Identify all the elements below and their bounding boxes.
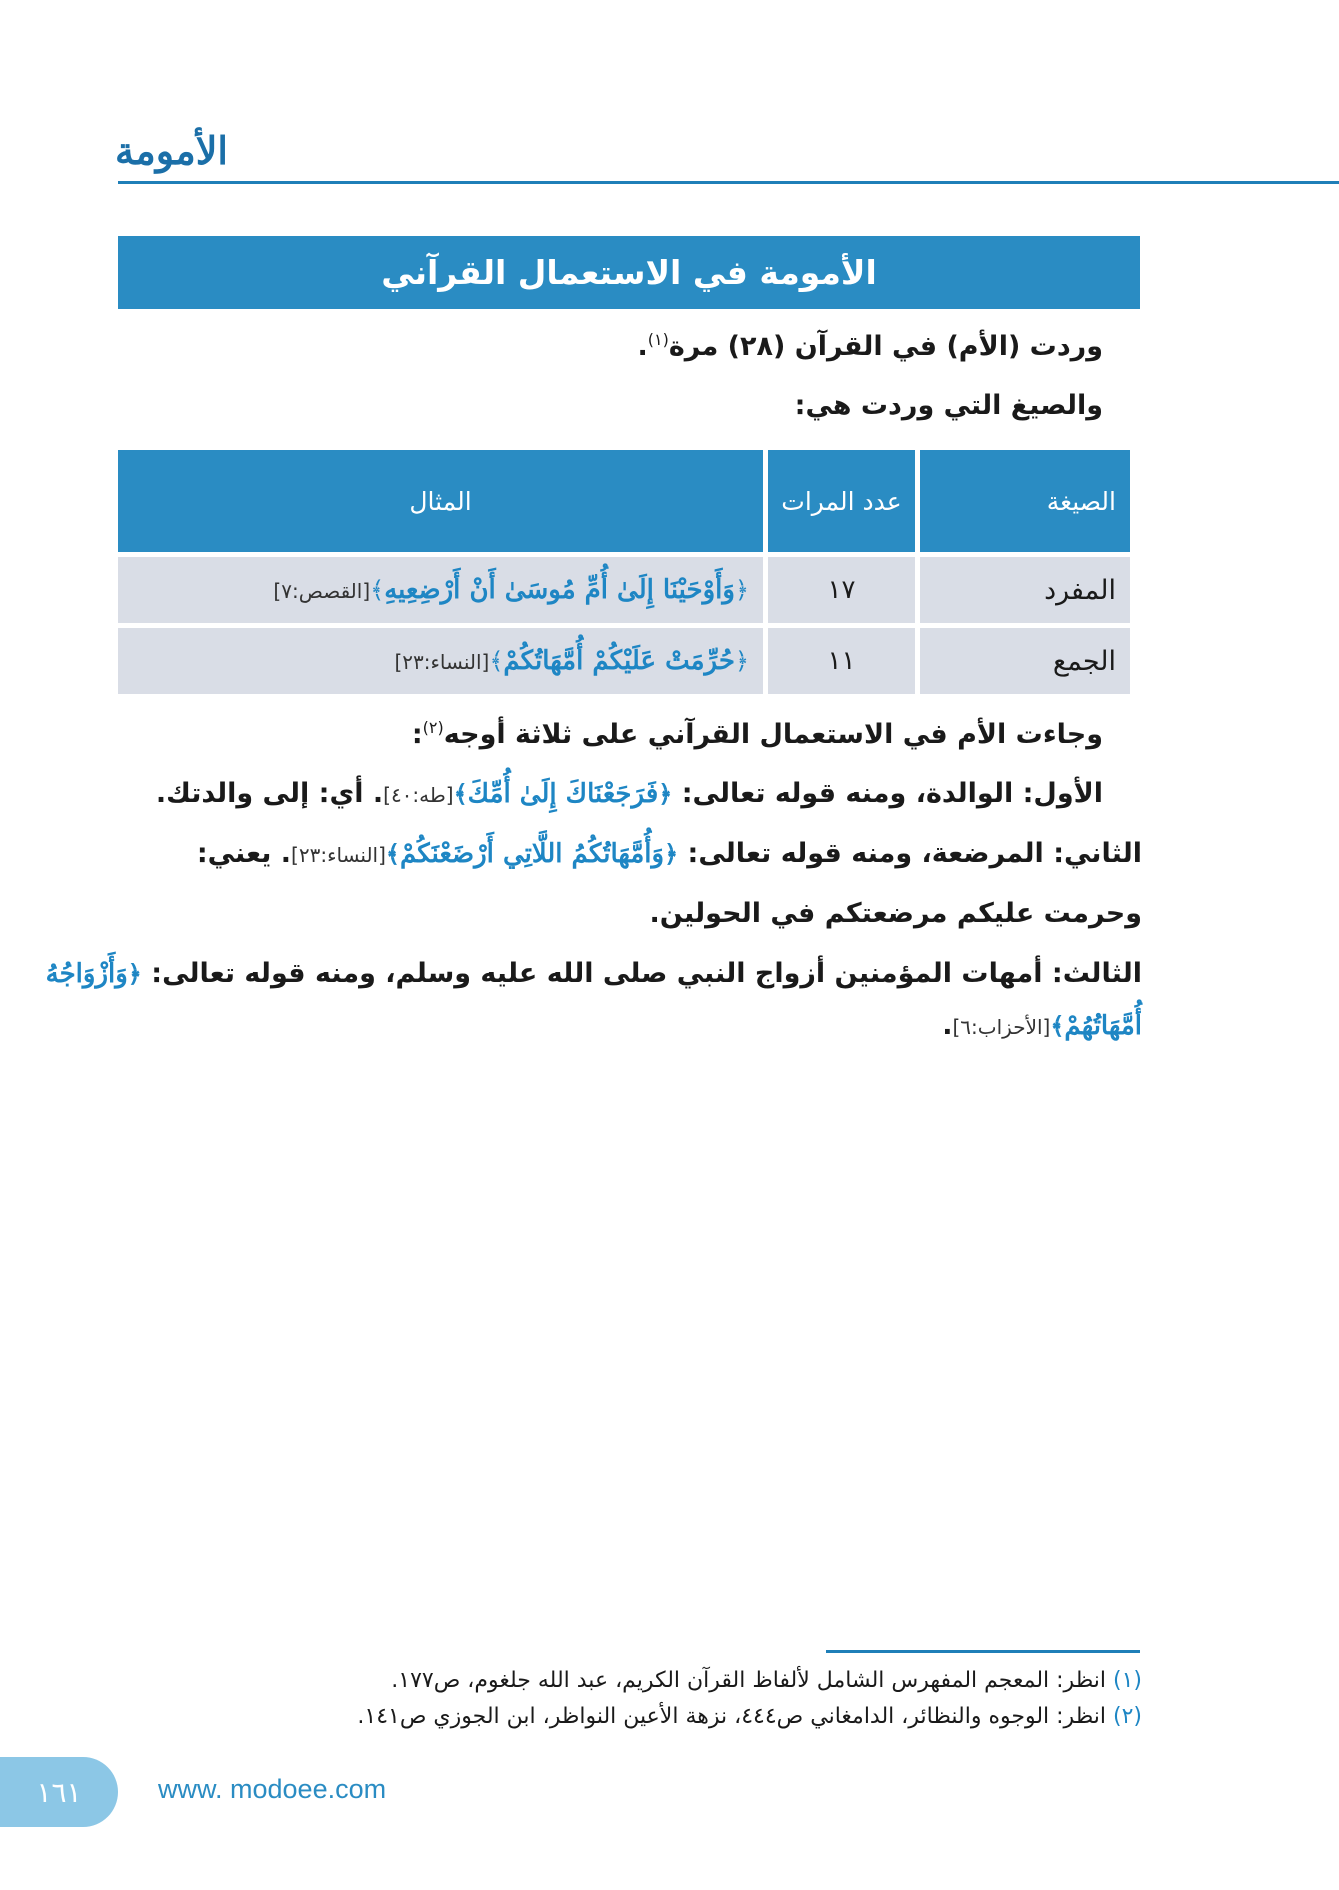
sense-label: الثالث: bbox=[1051, 958, 1142, 989]
footnote-rule bbox=[826, 1650, 1140, 1653]
section-title: الأمومة في الاستعمال القرآني bbox=[381, 253, 877, 292]
running-title: الأمومة bbox=[115, 128, 228, 173]
sense-text: المرضعة، ومنه قوله تعالى: bbox=[687, 838, 1044, 869]
verse-open-bracket: ﴿ bbox=[658, 779, 673, 808]
sense-text: الوالدة، ومنه قوله تعالى: bbox=[681, 778, 1014, 809]
intro-line-1 bbox=[637, 330, 1103, 362]
footnote-text: انظر: المعجم المفهرس الشامل لألفاظ القرآن الكريم، عبد الله جلغوم، ص١٧٧. bbox=[391, 1668, 1106, 1693]
sense-second bbox=[197, 838, 1142, 869]
sense-meaning: . أي: إلى والدتك. bbox=[155, 778, 384, 809]
sense-second-continuation: وحرمت عليكم مرضعتكم في الحولين. bbox=[649, 898, 1142, 929]
footnote-text: انظر: الوجوه والنظائر، الدامغاني ص٤٤٤، نزهة الأعين النواظر، ابن الجوزي ص١٤١. bbox=[357, 1704, 1106, 1729]
verse-close-bracket: ﴾ bbox=[489, 647, 504, 675]
sense-text: أمهات المؤمنين أزواج النبي صلى الله عليه وسلم، ومنه قوله تعالى: bbox=[151, 958, 1043, 989]
quran-verse: وَأَوْحَيْنَا إِلَىٰ أُمِّ مُوسَىٰ أَنْ أَرْضِعِيهِ bbox=[384, 575, 735, 605]
page-number: ١٦١ bbox=[36, 1775, 82, 1809]
verse-close-bracket: ﴾ bbox=[453, 779, 468, 808]
footnote-2 bbox=[357, 1704, 1142, 1729]
quran-verse: حُرِّمَتْ عَلَيْكُمْ أُمَّهَاتُكُمْ bbox=[503, 646, 735, 676]
intro-line-2: والصيغ التي وردت هي: bbox=[794, 390, 1103, 421]
row-form: المفرد bbox=[920, 557, 1130, 623]
header-form: الصيغة bbox=[920, 450, 1130, 552]
row-count: ١٧ bbox=[768, 557, 915, 623]
verse-reference: [القصص:٧] bbox=[273, 579, 371, 603]
row-form: الجمع bbox=[920, 628, 1130, 694]
sense-label: الثاني: bbox=[1053, 838, 1142, 869]
table-row bbox=[118, 628, 1130, 694]
row-example bbox=[118, 628, 763, 694]
header-count: عدد المرات bbox=[768, 450, 915, 552]
intro-line-1-end: . bbox=[637, 331, 648, 362]
intro-count-text: وردت (الأم) في القرآن (٢٨) مرة bbox=[668, 331, 1103, 362]
verse-close-bracket: ﴾ bbox=[370, 576, 385, 604]
footnote-1 bbox=[391, 1668, 1142, 1693]
header-example: المثال bbox=[118, 450, 763, 552]
sense-label: الأول: bbox=[1022, 778, 1103, 809]
footnote-number: (٢) bbox=[1112, 1704, 1142, 1729]
forms-table bbox=[113, 445, 1135, 699]
verse-close-bracket: ﴾ bbox=[1050, 1011, 1065, 1040]
verse-open-bracket: ﴿ bbox=[664, 839, 679, 868]
verse-reference: [النساء:٢٣] bbox=[291, 843, 386, 867]
quran-verse: وَأُمَّهَاتُكُمُ اللَّاتِي أَرْضَعْنَكُمْ bbox=[399, 839, 665, 869]
senses-intro-end: : bbox=[411, 719, 423, 750]
table-header-row bbox=[118, 450, 1130, 552]
row-count: ١١ bbox=[768, 628, 915, 694]
table-row bbox=[118, 557, 1130, 623]
quran-verse: فَرَجَعْنَاكَ إِلَىٰ أُمِّكَ bbox=[467, 779, 659, 809]
sense-first bbox=[156, 778, 1103, 809]
footnote-ref-1[interactable]: (١) bbox=[647, 330, 669, 349]
senses-intro bbox=[412, 718, 1103, 750]
sense-third bbox=[46, 958, 1142, 989]
verse-close-bracket: ﴾ bbox=[385, 839, 400, 868]
verse-reference: [النساء:٢٣] bbox=[394, 650, 490, 674]
sense-third-continuation bbox=[942, 1010, 1142, 1041]
row-example bbox=[118, 557, 763, 623]
verse-reference: [طه:٤٠] bbox=[383, 783, 454, 807]
sense-end: . bbox=[942, 1010, 953, 1041]
footnote-number: (١) bbox=[1112, 1668, 1142, 1693]
verse-open-bracket: ﴿ bbox=[734, 647, 749, 675]
verse-open-bracket: ﴿ bbox=[734, 576, 749, 604]
senses-intro-text: وجاءت الأم في الاستعمال القرآني على ثلاثة أوجه bbox=[443, 719, 1103, 750]
site-url-link[interactable]: www. modoee.com bbox=[158, 1774, 387, 1804]
quran-verse: وَأَزْوَاجُهُ bbox=[45, 959, 128, 989]
quran-verse: أُمَّهَاتُهُمْ bbox=[1064, 1011, 1142, 1041]
sense-meaning: . يعني: bbox=[196, 838, 292, 869]
verse-reference: [الأحزاب:٦] bbox=[952, 1015, 1051, 1039]
page-number-tab bbox=[0, 1757, 118, 1827]
section-banner bbox=[118, 236, 1140, 309]
header-rule bbox=[118, 181, 1339, 184]
verse-open-bracket: ﴿ bbox=[127, 959, 142, 988]
footnote-ref-2[interactable]: (٢) bbox=[422, 718, 444, 737]
